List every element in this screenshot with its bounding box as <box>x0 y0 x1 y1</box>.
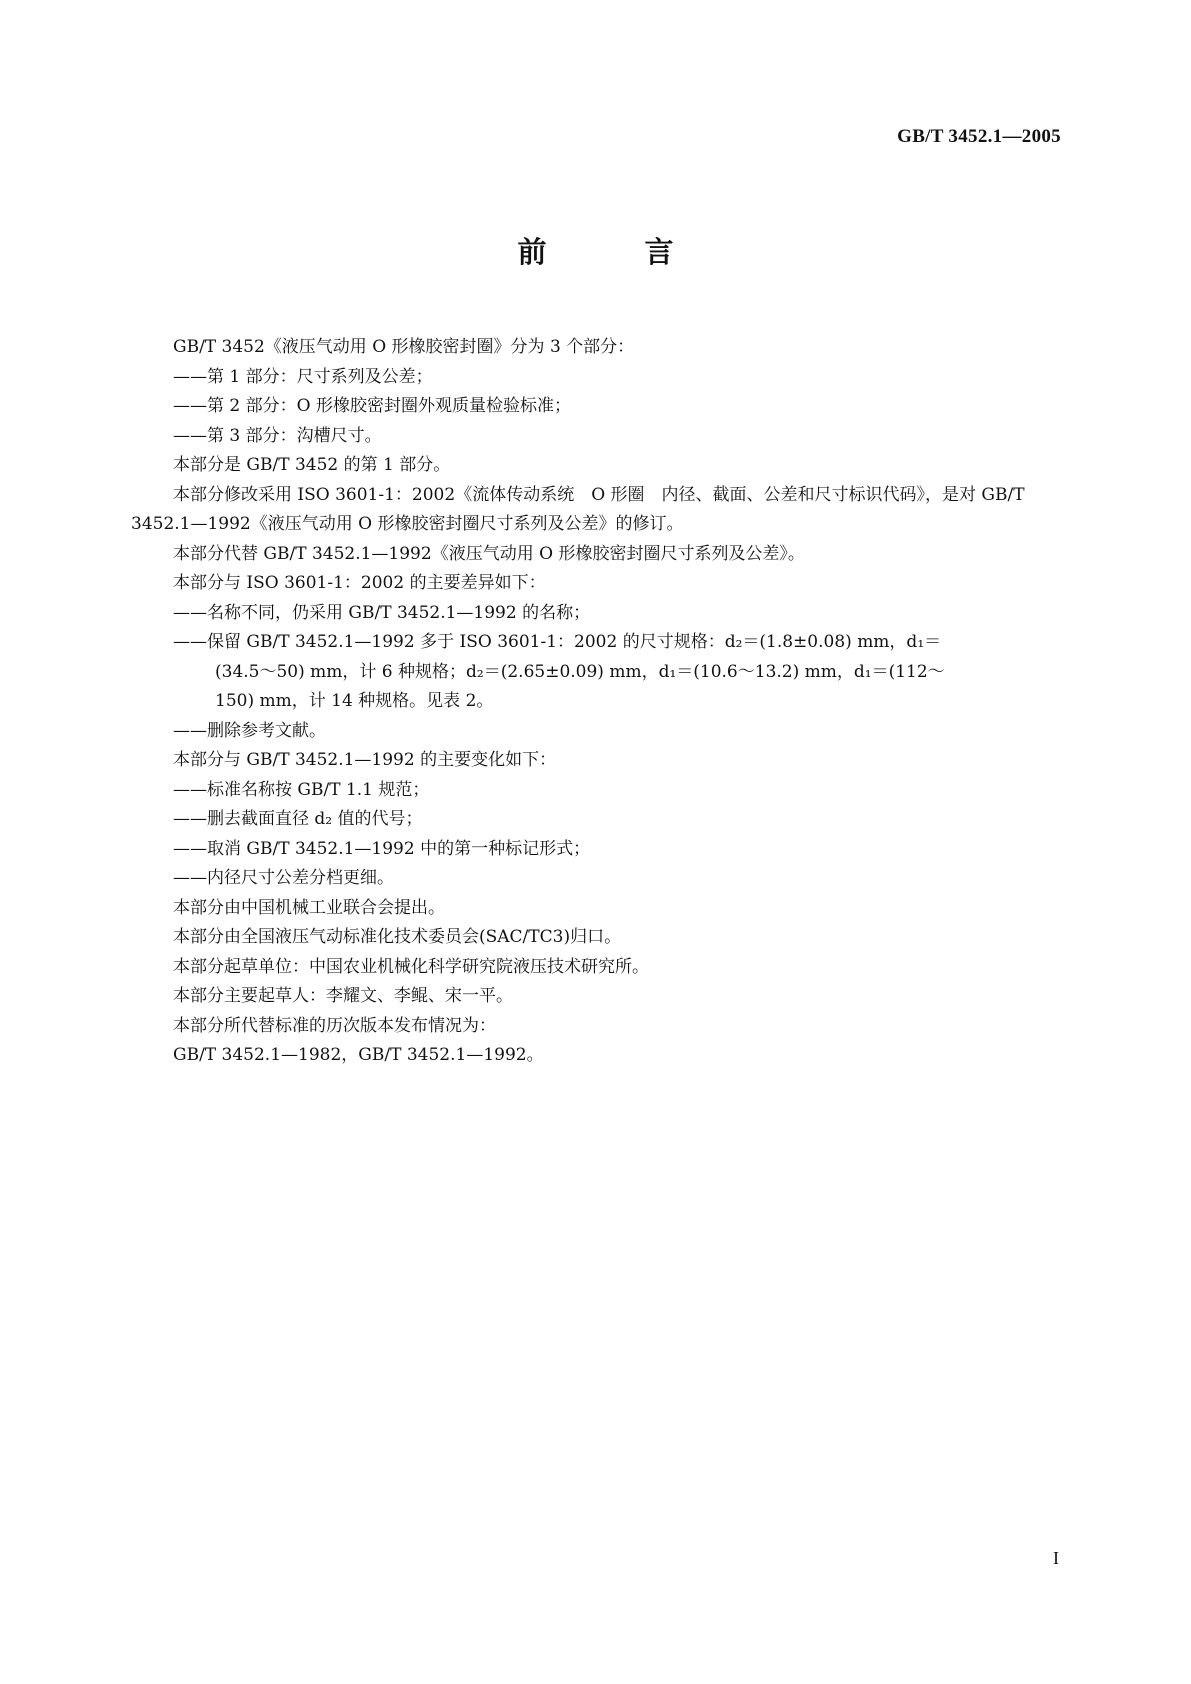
page-number: I <box>1053 1548 1059 1568</box>
paragraph-parts-intro: GB/T 3452《液压气动用 O 形橡胶密封圈》分为 3 个部分： <box>173 337 635 357</box>
paragraph-drafting-unit: 本部分起草单位：中国农业机械化科学研究院液压技术研究所。 <box>173 956 649 977</box>
list-item-part-3: ——第 3 部分：沟槽尺寸。 <box>173 425 382 446</box>
list-item-difference-references: ——删除参考文献。 <box>173 720 326 741</box>
foreword-body <box>131 333 1059 1071</box>
page-title: 前 言 <box>517 235 718 269</box>
list-item-difference-sizes: ——保留 GB/T 3452.1—1992 多于 ISO 3601-1：2002 的尺寸规格：d₂＝(1.8±0.08) mm，d₁＝ <box>173 632 942 652</box>
list-item-change-d2: ——删去截面直径 d₂ 值的代号； <box>173 809 423 829</box>
paragraph-changes-intro: 本部分与 GB/T 3452.1—1992 的主要变化如下： <box>173 750 557 770</box>
list-item-difference-sizes-cont-2: 150) mm，计 14 种规格。见表 2。 <box>215 691 494 711</box>
list-item-difference-sizes-cont-1: (34.5～50) mm，计 6 种规格；d₂＝(2.65±0.09) mm，d₁＝(10.6～13.2) mm，d₁＝(112～ <box>215 661 945 682</box>
list-item-difference-name: ——名称不同，仍采用 GB/T 3452.1—1992 的名称； <box>173 602 591 623</box>
paragraph-part-statement: 本部分是 GB/T 3452 的第 1 部分。 <box>173 455 451 475</box>
list-item-part-1: ——第 1 部分：尺寸系列及公差； <box>173 366 433 387</box>
paragraph-differences-intro: 本部分与 ISO 3601-1：2002 的主要差异如下： <box>173 573 546 593</box>
paragraph-adoption: 本部分修改采用 ISO 3601-1：2002《流体传动系统 O 形圈 内径、截面、公差和尺寸标识代码》，是对 GB/T 3452.1—1992《液压气动用 O 形橡胶密封圈尺寸系列及公差》的修订。 <box>131 484 1025 534</box>
list-item-part-2: ——第 2 部分：O 形橡胶密封圈外观质量检验标准； <box>173 396 571 416</box>
paragraph-committee: 本部分由全国液压气动标准化技术委员会(SAC/TC3)归口。 <box>173 927 622 947</box>
standard-code: GB/T 3452.1—2005 <box>897 126 1061 147</box>
list-item-change-tolerance: ——内径尺寸公差分档更细。 <box>173 868 394 888</box>
paragraph-history-editions: GB/T 3452.1—1982，GB/T 3452.1—1992。 <box>173 1045 544 1065</box>
paragraph-history-intro: 本部分所代替标准的历次版本发布情况为： <box>173 1015 496 1036</box>
list-item-change-title: ——标准名称按 GB/T 1.1 规范； <box>173 779 430 800</box>
list-item-change-marking: ——取消 GB/T 3452.1—1992 中的第一种标记形式； <box>173 838 591 859</box>
paragraph-replacement: 本部分代替 GB/T 3452.1—1992《液压气动用 O 形橡胶密封圈尺寸系列及公差》。 <box>173 543 805 564</box>
paragraph-drafters: 本部分主要起草人：李耀文、李鲲、宋一平。 <box>173 986 513 1006</box>
paragraph-proposer: 本部分由中国机械工业联合会提出。 <box>173 897 445 918</box>
